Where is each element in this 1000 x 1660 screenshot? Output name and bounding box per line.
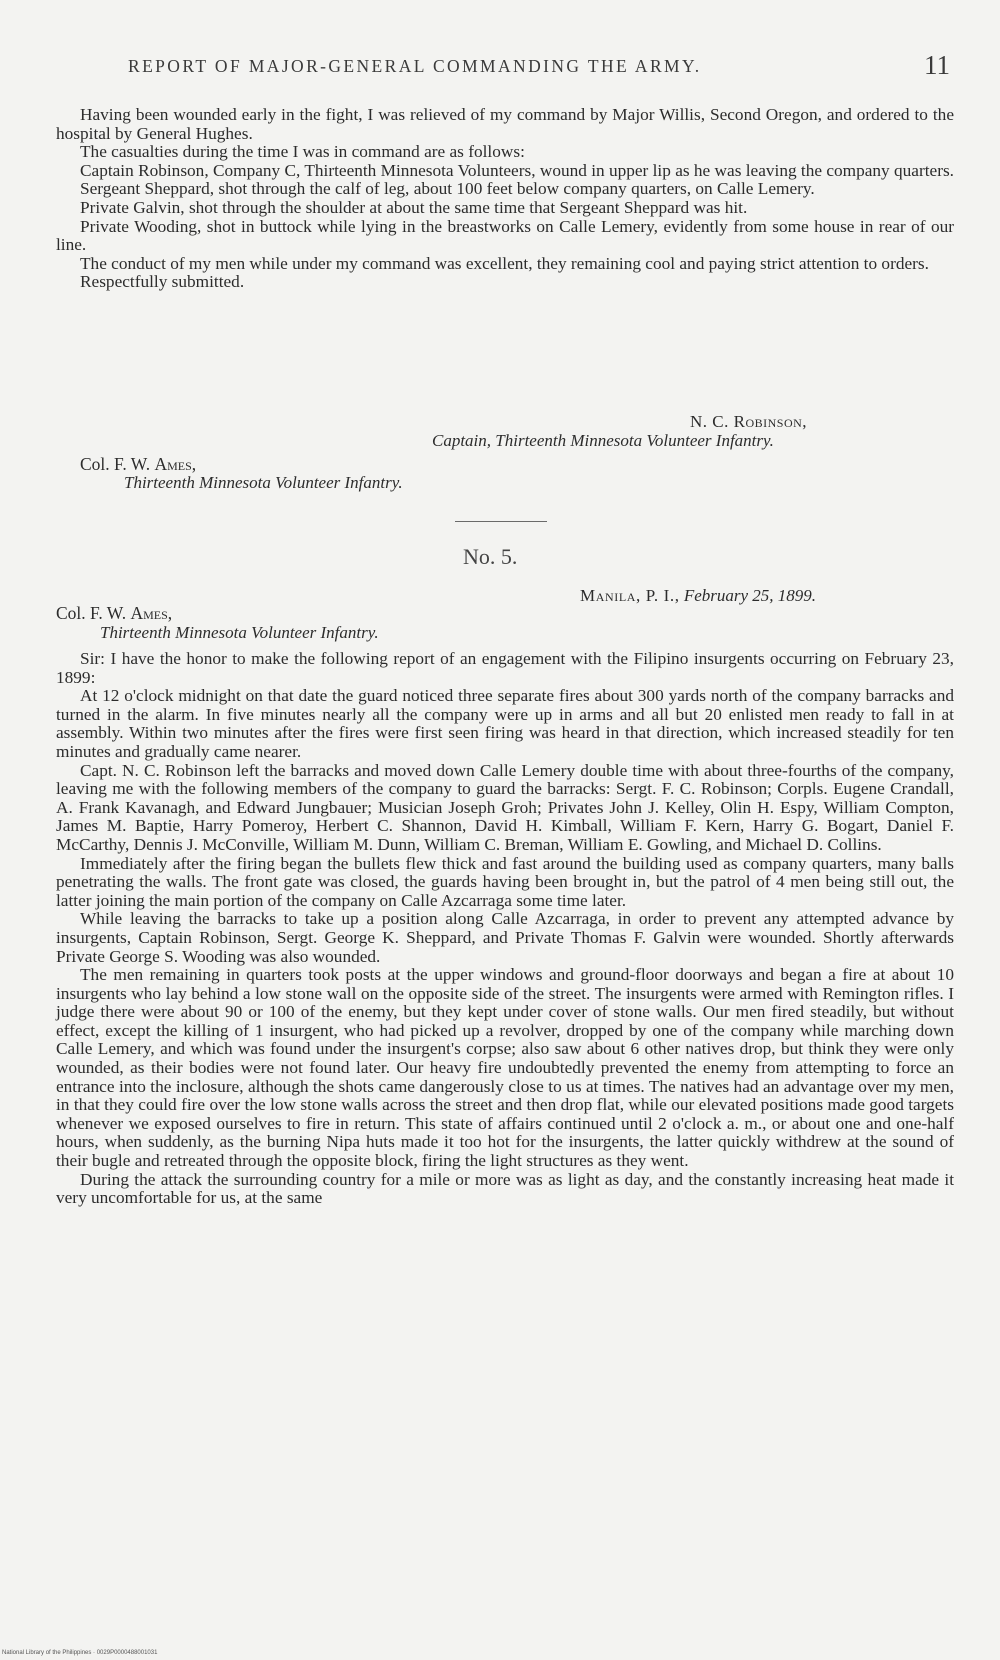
report-number: No. 5.: [463, 544, 518, 569]
paragraph: The casualties during the time I was in command are as follows:: [80, 142, 525, 162]
dateline: [580, 586, 816, 606]
paragraph: At 12 o'clock midnight on that date the guard noticed three separate fires about 300 yards north of the company barracks and turned in the alarm. In five minutes nearly all the company were up in arms and all but 20 enlisted men ready to fall in at assembly. Within two minutes after the fires were first seen firing was heard in that direction, which increased steadily for ten minutes and gradually came nearer.: [56, 686, 954, 761]
signature-name: N. C. Robinson,: [690, 412, 808, 431]
paragraph: Respectfully submitted.: [80, 272, 245, 292]
report-a-body: [56, 106, 954, 292]
addressee-name: [80, 454, 196, 475]
dateline-date: February 25, 1899.: [683, 586, 817, 605]
running-header: [128, 50, 958, 80]
paragraph: Private Wooding, shot in buttock while lying in the breastworks on Calle Lemery, evidently from some house in rear of our line.: [56, 216, 954, 255]
paragraph: Sergeant Sheppard, shot through the calf of leg, about 100 feet below company quarters, on Calle Lemery.: [80, 179, 815, 199]
paragraph: Private Galvin, shot through the shoulder at about the same time that Sergeant Sheppard was hit.: [80, 197, 748, 217]
report-b-body: [56, 650, 954, 1208]
addressee-name: [56, 603, 172, 624]
paragraph: The conduct of my men while under my command was excellent, they remaining cool and paying strict attention to orders.: [80, 253, 929, 273]
addressee-surname: Ames,: [154, 454, 197, 474]
paragraph: Having been wounded early in the fight, I was relieved of my command by Major Willis, Second Oregon, and ordered to the hospital by General Hughes.: [56, 105, 954, 143]
scan-source-line: National Library of the Philippines · 0029P0000488001031: [2, 1650, 158, 1656]
section-divider: [455, 521, 547, 522]
paragraph: Sir: I have the honor to make the following report of an engagement with the Filipino insurgents occurring on February 23, 1899:: [56, 649, 954, 687]
dateline-place: Manila, P. I.,: [580, 586, 680, 605]
addressee-surname: Ames,: [130, 603, 173, 623]
paragraph: Captain Robinson, Company C, Thirteenth Minnesota Volunteers, wound in upper lip as he was leaving the company quarters.: [80, 160, 955, 180]
addressee-prefix: Col. F. W.: [80, 454, 155, 474]
paragraph: During the attack the surrounding country for a mile or more was as light as day, and the constantly increasing heat made it very uncomfortable for us, at the same: [56, 1169, 954, 1208]
page-number: 11: [924, 50, 950, 80]
paragraph: While leaving the barracks to take up a position along Calle Azcarraga, in order to prevent any attempted advance by insurgents, Captain Robinson, Sergt. George K. Sheppard, and Private Thomas F. Galvin were wounded. Shortly afterwards Private George S. Wooding was also wounded.: [56, 909, 954, 966]
running-title: REPORT OF MAJOR-GENERAL COMMANDING THE ARMY.: [128, 56, 702, 76]
signature-title: Captain, Thirteenth Minnesota Volunteer Infantry.: [432, 431, 774, 450]
addressee-unit: Thirteenth Minnesota Volunteer Infantry.: [100, 623, 379, 642]
paragraph: Capt. N. C. Robinson left the barracks and moved down Calle Lemery double time with about three-fourths of the company, leaving me with the following members of the company to guard the barracks: Sergt. F. C. Robinson; Corpls. Eugene Crandall, A. Frank Kavanagh, and Edward Jungbauer; Musician Joseph Groh; Privates John J. Kelley, Olin H. Espy, William Compton, James M. Baptie, Harry Pomeroy, Herbert C. Shannon, David H. Kimball, William F. Kern, Harry G. Bogart, Daniel F. McCarthy, Dennis J. McConville, William M. Dunn, William C. Breman, William E. Gowling, and Michael D. Collins.: [56, 760, 954, 854]
addressee-prefix: Col. F. W.: [56, 603, 131, 623]
addressee-unit: Thirteenth Minnesota Volunteer Infantry.: [124, 473, 403, 492]
paragraph: Immediately after the firing began the bullets flew thick and fast around the building used as company quarters, many balls penetrating the walls. The front gate was closed, the guards having been brought in, but the patrol of 4 men being still out, the latter joining the main portion of the company on Calle Azcarraga some time later.: [56, 853, 954, 910]
paragraph: The men remaining in quarters took posts at the upper windows and ground-floor doorways and began a fire at about 10 insurgents who lay behind a low stone wall on the opposite side of the street. The insurgents were armed with Remington rifles. I judge there were about 90 or 100 of the enemy, but they kept under cover of stone walls. Our men fired steadily, but without effect, except the killing of 1 insurgent, who had picked up a revolver, dropped by one of the company while marching down Calle Lemery, and which was found under the insurgent's corpse; also saw about 6 other natives drop, but think they were only wounded, as their bodies were not found later. Our heavy fire undoubtedly prevented the enemy from attempting to force an entrance into the inclosure, although the shots came dangerously close to us at times. The natives had an advantage over my men, in that they could fire over the low stone walls across the street and then drop flat, while our elevated positions made good targets whenever we exposed ourselves to fire in return. This state of affairs continued until 2 o'clock a. m., or about one and one-half hours, when suddenly, as the burning Nipa huts made it too hot for the insurgents, the latter quickly withdrew at the sound of their bugle and retreated through the opposite block, firing the light structures as they went.: [56, 965, 954, 1171]
